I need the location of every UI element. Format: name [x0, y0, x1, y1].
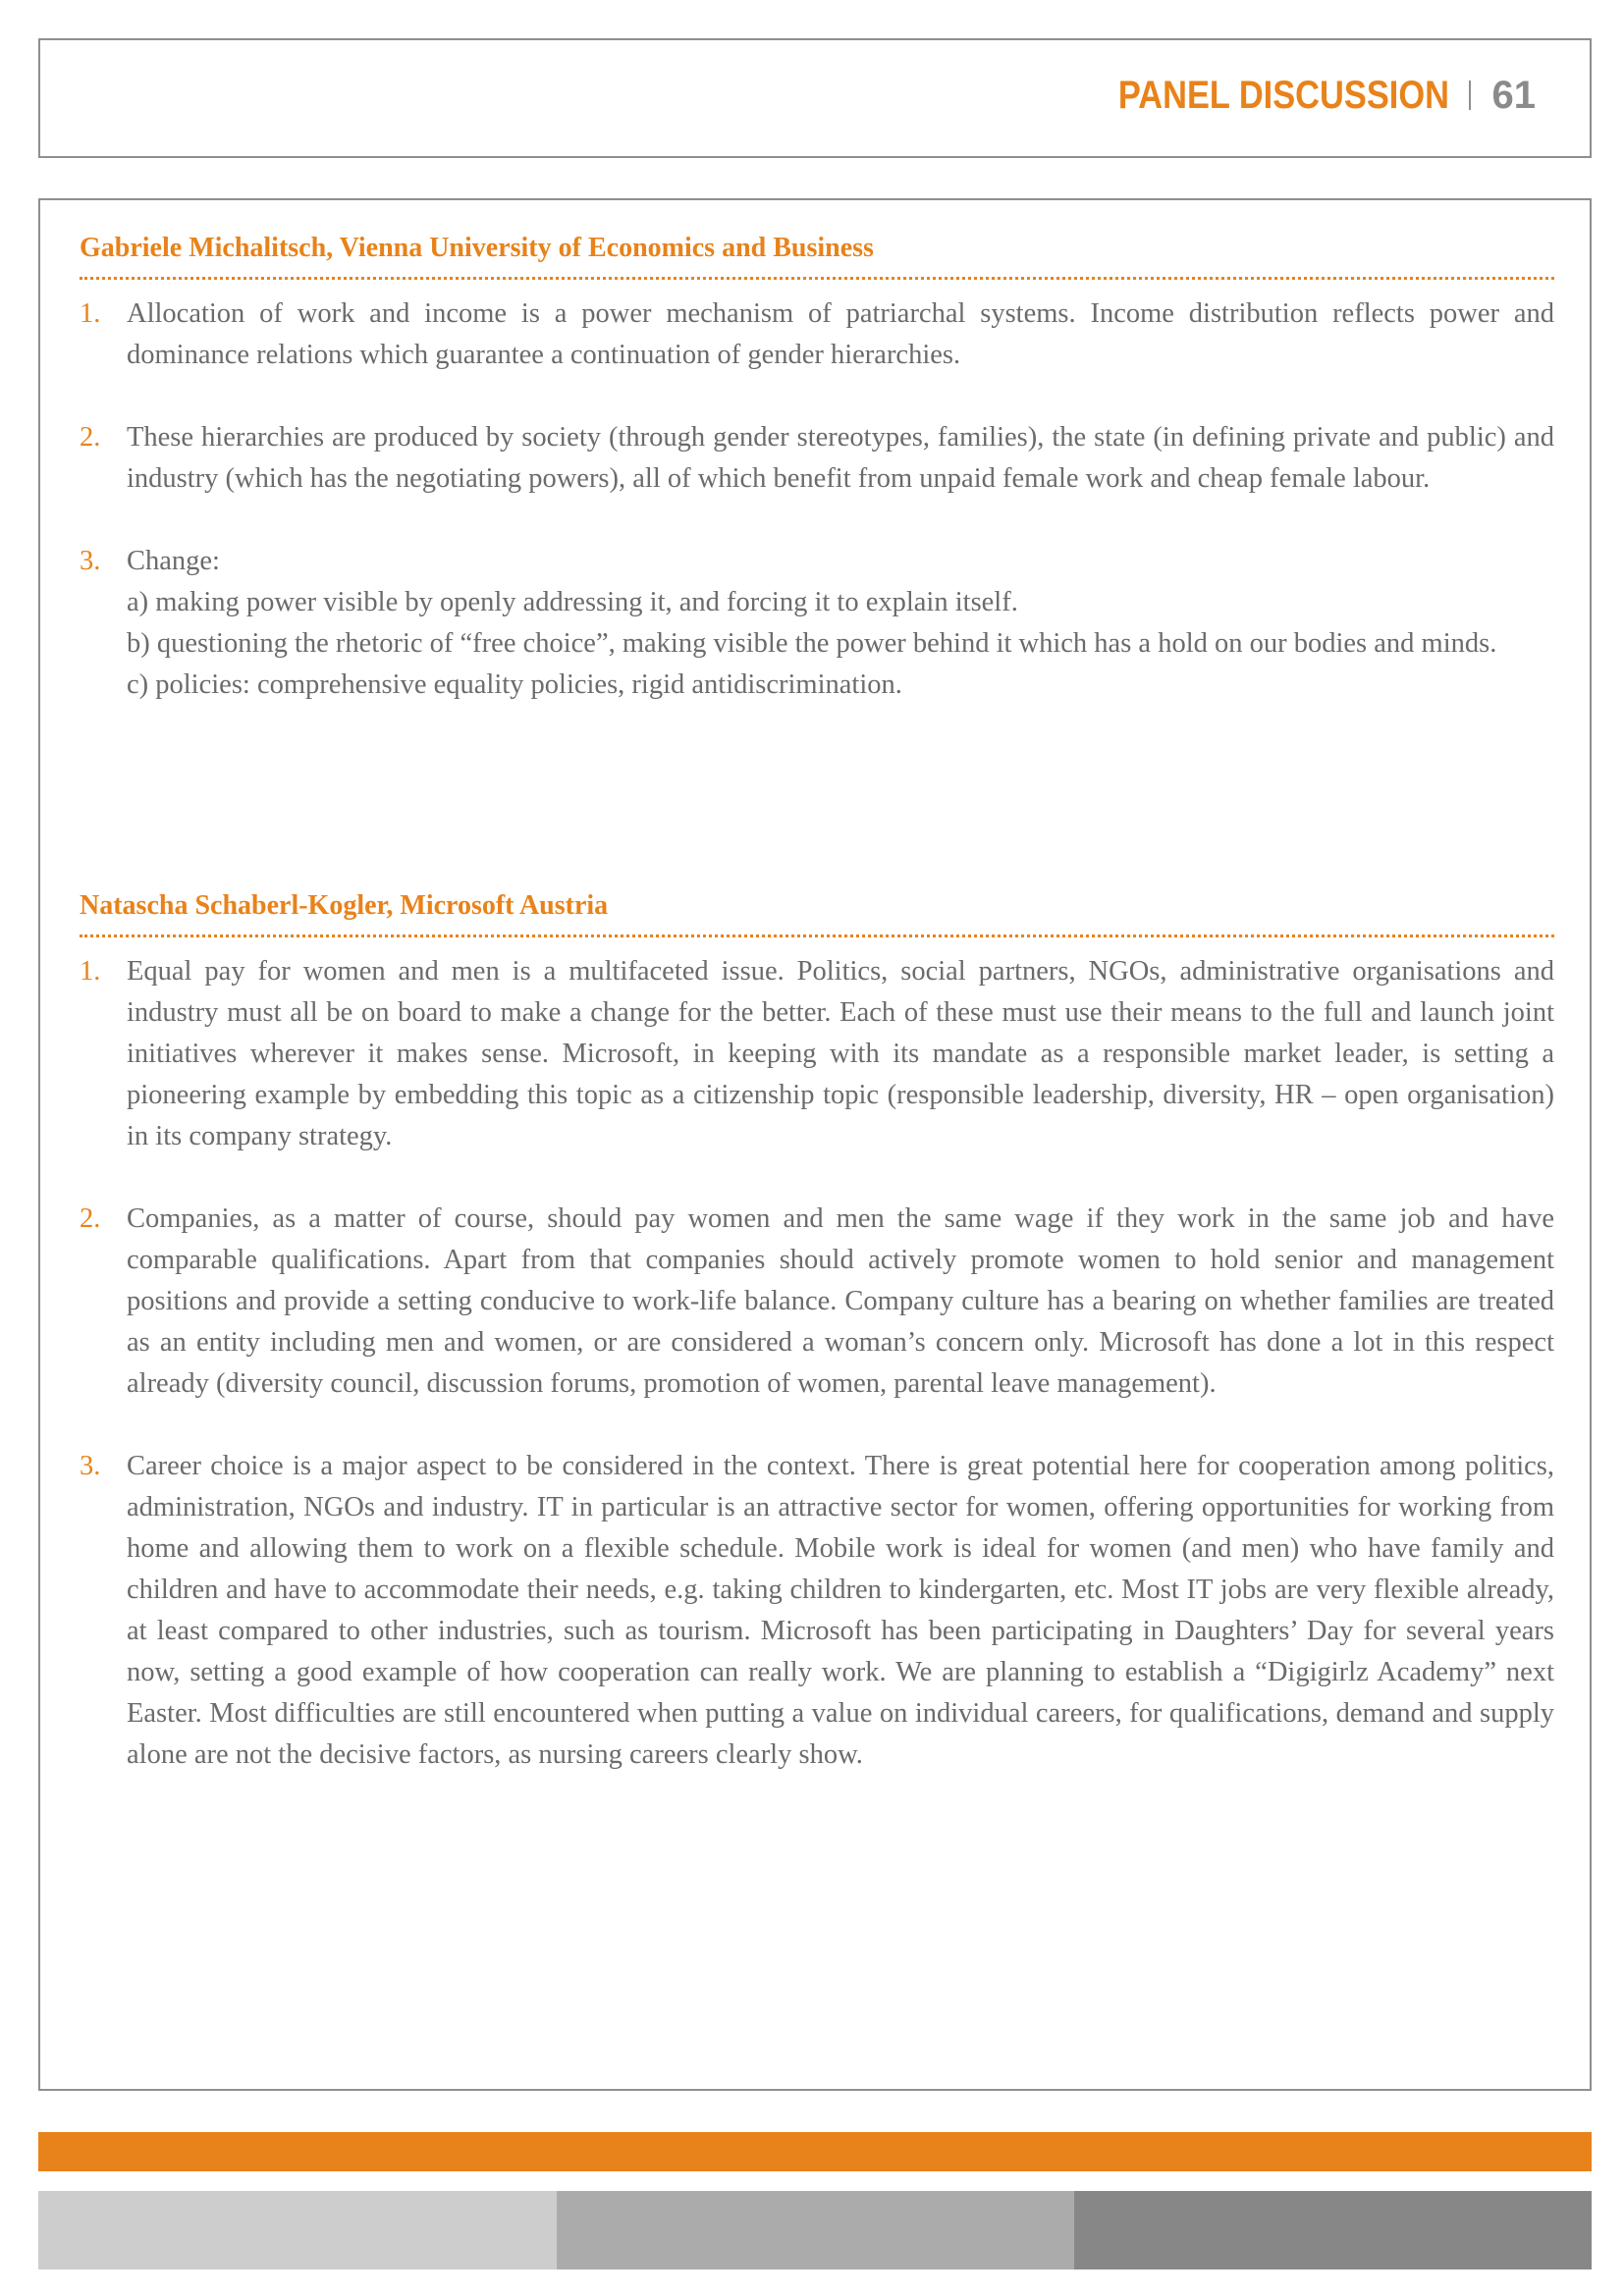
speaker-section-michalitsch [80, 232, 1554, 706]
dotted-divider [80, 934, 1554, 937]
footer-strip-mid [557, 2191, 1074, 2269]
item-number: 2. [80, 422, 101, 453]
list-item [80, 294, 1554, 376]
page-number: 61 [1491, 74, 1536, 117]
sub-item: b) questioning the rhetoric of “free choice”, making visible the power behind it which has a hold on our bodies and minds. [127, 628, 1497, 659]
sub-item: c) policies: comprehensive equality policies, rigid antidiscrimination. [127, 669, 902, 700]
section-title: PANEL DISCUSSION [1117, 74, 1449, 117]
list-item [80, 951, 1554, 1157]
list-item [80, 1446, 1554, 1776]
item-text: Equal pay for women and men is a multifaceted issue. Politics, social partners, NGOs, administrative organisations and industry must all be on board to make a change for the better. Each of these must use their means to the full and launch joint initiatives wherever it makes sense. Microsoft, in keeping with its mandate as a responsible market leader, is setting a pioneering example by embedding this topic as a citizenship topic (responsible leadership, diversity, HR – open organisation) in its company strategy. [127, 956, 1554, 1151]
sub-list [127, 582, 1554, 706]
item-number: 1. [80, 956, 101, 987]
header-title [1064, 76, 1536, 115]
item-text: Companies, as a matter of course, should pay women and men the same wage if they work in the same job and have comparable qualifications. Apart from that companies should actively promote women to hold senior and management positions and provide a setting conducive to work-life balance. Company culture has a bearing on whether families are treated as an entity including men and women, or are considered a woman’s concern only. Microsoft has done a lot in this respect already (diversity council, discussion forums, promotion of women, parental leave management). [127, 1203, 1554, 1399]
content-panel [38, 198, 1592, 2091]
list-item [80, 1199, 1554, 1405]
item-number: 2. [80, 1203, 101, 1234]
header-divider [1469, 80, 1471, 110]
item-number: 1. [80, 298, 101, 329]
speaker-heading: Natascha Schaberl-Kogler, Microsoft Austria [80, 890, 609, 921]
sub-item: a) making power visible by openly addressing it, and forcing it to explain itself. [127, 587, 1018, 617]
dotted-divider [80, 277, 1554, 280]
speaker-section-schaberl-kogler [80, 889, 1554, 1776]
list-item [80, 541, 1554, 706]
item-number: 3. [80, 1451, 101, 1481]
footer-accent-bar [38, 2132, 1592, 2171]
speaker-heading: Gabriele Michalitsch, Vienna University of Economics and Business [80, 233, 874, 263]
list-item [80, 417, 1554, 500]
footer-strip-dark [1074, 2191, 1592, 2269]
item-text: Allocation of work and income is a power mechanism of patriarchal systems. Income distribution reflects power and dominance relations which guarantee a continuation of gender hierarchies. [127, 298, 1554, 370]
footer-strip-light [38, 2191, 557, 2269]
item-text: These hierarchies are produced by society (through gender stereotypes, families), the state (in defining private and public) and industry (which has the negotiating powers), all of which benefit from unpaid female work and cheap female labour. [127, 422, 1554, 494]
page-header [38, 38, 1592, 158]
item-text: Change: [127, 546, 220, 576]
item-number: 3. [80, 546, 101, 576]
item-text: Career choice is a major aspect to be considered in the context. There is great potential here for cooperation among politics, administration, NGOs and industry. IT in particular is an attractive sector for women, offering opportunities for working from home and allowing them to work on a flexible schedule. Mobile work is ideal for women (and men) who have family and children and have to accommodate their needs, e.g. taking children to kindergarten, etc. Most IT jobs are very flexible already, at least compared to other industries, such as tourism. Microsoft has been participating in Daughters’ Day for several years now, setting a good example of how cooperation can really work. We are planning to establish a “Digigirlz Academy” next Easter. Most difficulties are still encountered when putting a value on individual careers, for qualifications, demand and supply alone are not the decisive factors, as nursing careers clearly show. [127, 1451, 1554, 1770]
